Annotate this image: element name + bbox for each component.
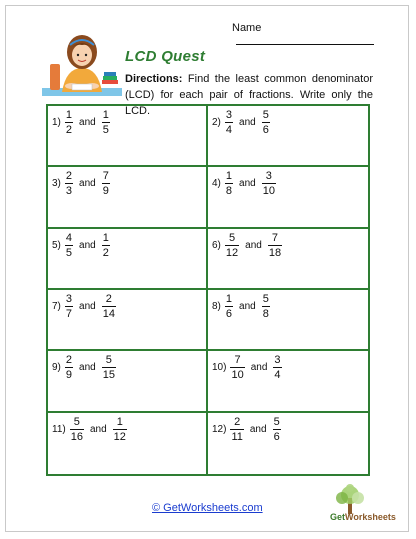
fraction-b <box>273 416 281 443</box>
girl-reading-illustration <box>42 30 122 104</box>
page-title: LCD Quest <box>125 48 206 65</box>
numerator: 3 <box>225 109 233 121</box>
numerator: 5 <box>73 415 80 428</box>
and-word: and <box>79 300 96 312</box>
problem-number: 8) <box>212 300 221 312</box>
denominator: 9 <box>65 369 73 382</box>
problem-number: 6) <box>212 239 221 251</box>
numerator: 7 <box>102 170 109 183</box>
problem <box>52 416 128 443</box>
denominator: 3 <box>65 185 73 198</box>
fraction-a <box>70 416 84 443</box>
fraction-a <box>225 293 233 320</box>
logo-worksheets: Worksheets <box>345 512 396 522</box>
numerator: 1 <box>225 170 233 183</box>
fraction-bar <box>102 306 116 307</box>
denominator: 12 <box>225 246 239 259</box>
and-word: and <box>239 178 256 190</box>
denominator: 2 <box>102 246 109 259</box>
denominator: 10 <box>262 185 275 198</box>
problem-cell[interactable] <box>48 106 208 167</box>
denominator: 9 <box>102 185 109 198</box>
and-word: and <box>89 423 107 435</box>
numerator: 5 <box>262 292 269 305</box>
fraction-b <box>268 232 282 259</box>
fraction-b <box>262 293 270 320</box>
fraction-b <box>102 293 116 320</box>
problem <box>52 232 111 259</box>
and-word: and <box>239 300 256 312</box>
numerator: 1 <box>102 109 109 121</box>
fraction-b <box>102 170 110 197</box>
fraction-b <box>102 354 116 381</box>
numerator: 5 <box>262 109 269 121</box>
fraction-b <box>102 109 110 136</box>
numerator: 1 <box>102 231 109 244</box>
numerator: 2 <box>105 292 112 305</box>
denominator: 8 <box>262 307 269 320</box>
fraction-bar <box>65 306 73 307</box>
problem <box>52 109 111 136</box>
problem-cell[interactable] <box>48 229 208 290</box>
denominator: 6 <box>225 307 233 320</box>
denominator: 8 <box>225 185 233 198</box>
numerator: 2 <box>234 415 241 428</box>
problem <box>212 354 283 381</box>
numerator: 2 <box>65 170 73 183</box>
fraction-bar <box>65 122 73 123</box>
and-word: and <box>79 117 96 128</box>
problem-number: 3) <box>52 178 61 190</box>
problem-grid <box>46 104 370 476</box>
denominator: 10 <box>231 369 244 382</box>
fraction-bar <box>102 122 110 123</box>
problem-number: 10) <box>212 362 227 374</box>
denominator: 4 <box>274 369 281 382</box>
problem <box>212 293 271 320</box>
fraction-b <box>262 109 270 136</box>
problem-number: 7) <box>52 300 61 312</box>
fraction-b <box>262 170 276 197</box>
problem-cell[interactable] <box>48 351 208 412</box>
fraction-b <box>113 416 127 443</box>
fraction-bar <box>262 183 276 184</box>
denominator: 16 <box>70 430 83 443</box>
fraction-bar <box>225 245 239 246</box>
problem <box>212 109 271 136</box>
numerator: 7 <box>271 231 279 244</box>
numerator: 3 <box>265 170 272 183</box>
problem-number: 2) <box>212 117 221 128</box>
problem-cell[interactable] <box>48 413 208 474</box>
fraction-a <box>230 416 243 443</box>
fraction-a <box>225 232 239 259</box>
directions-label: Directions: <box>125 73 183 85</box>
getworksheets-link[interactable]: © GetWorksheets.com <box>152 502 263 514</box>
numerator: 7 <box>234 354 241 367</box>
fraction-bar <box>225 122 233 123</box>
problem-number: 4) <box>212 178 221 190</box>
problem-cell[interactable] <box>208 290 368 351</box>
fraction-bar <box>70 429 84 430</box>
numerator: 3 <box>65 292 73 305</box>
numerator: 4 <box>65 231 73 244</box>
denominator: 12 <box>113 430 126 443</box>
numerator: 5 <box>273 415 280 428</box>
denominator: 11 <box>231 430 243 443</box>
fraction-a <box>65 232 73 259</box>
problem <box>212 416 282 443</box>
denominator: 18 <box>268 246 282 259</box>
fraction-bar <box>225 183 233 184</box>
problem-cell[interactable] <box>48 290 208 351</box>
and-word: and <box>79 362 96 374</box>
fraction-bar <box>65 367 73 368</box>
denominator: 7 <box>65 307 73 320</box>
fraction-a <box>65 170 73 197</box>
denominator: 5 <box>65 246 73 259</box>
fraction-bar <box>273 429 281 430</box>
fraction-a <box>225 109 233 136</box>
denominator: 2 <box>65 124 73 136</box>
numerator: 1 <box>65 109 73 121</box>
fraction-bar <box>273 367 281 368</box>
denominator: 6 <box>262 124 269 136</box>
fraction-b <box>273 354 281 381</box>
name-field[interactable] <box>232 22 392 48</box>
and-word: and <box>250 362 268 374</box>
name-line[interactable] <box>236 34 374 45</box>
problem <box>212 170 277 197</box>
fraction-a <box>65 109 73 136</box>
denominator: 6 <box>273 430 280 443</box>
logo-text <box>330 512 396 522</box>
fraction-bar <box>230 367 244 368</box>
denominator: 15 <box>102 369 115 382</box>
fraction-bar <box>65 183 73 184</box>
and-word: and <box>79 178 96 190</box>
problem-cell[interactable] <box>208 229 368 290</box>
and-word: and <box>245 239 262 251</box>
fraction-a <box>225 170 233 197</box>
numerator: 1 <box>225 292 233 305</box>
and-word: and <box>79 239 96 251</box>
directions-text: Find the least common denominator (LCD) for each pair of fractions. Write only the LCD. <box>125 73 373 117</box>
fraction-bar <box>65 245 73 246</box>
fraction-a <box>65 354 73 381</box>
fraction-bar <box>262 306 270 307</box>
numerator: 5 <box>105 354 112 367</box>
problem-number: 1) <box>52 117 61 128</box>
and-word: and <box>239 117 256 128</box>
numerator: 1 <box>116 415 123 428</box>
denominator: 14 <box>102 307 115 320</box>
problem-number: 12) <box>212 423 227 435</box>
numerator: 5 <box>228 231 236 244</box>
problem-cell[interactable] <box>208 413 368 474</box>
fraction-bar <box>113 429 127 430</box>
fraction-bar <box>102 367 116 368</box>
numerator: 2 <box>65 354 73 367</box>
numerator: 3 <box>274 354 281 367</box>
problem-cell[interactable] <box>208 167 368 228</box>
problem-number: 5) <box>52 239 61 251</box>
and-word: and <box>249 423 267 435</box>
fraction-a <box>65 293 73 320</box>
fraction-a <box>230 354 244 381</box>
problem-number: 9) <box>52 362 61 374</box>
name-label: Name <box>232 22 262 34</box>
problem <box>212 232 283 259</box>
problem <box>52 170 111 197</box>
denominator: 5 <box>102 124 109 136</box>
fraction-bar <box>102 183 110 184</box>
fraction-bar <box>268 245 282 246</box>
problem-number: 11) <box>52 423 66 435</box>
fraction-bar <box>230 429 243 430</box>
problem-cell[interactable] <box>208 106 368 167</box>
fraction-bar <box>225 306 233 307</box>
problem <box>52 354 117 381</box>
fraction-bar <box>262 122 270 123</box>
problem-cell[interactable] <box>48 167 208 228</box>
denominator: 4 <box>225 124 233 136</box>
problem <box>52 293 117 320</box>
fraction-b <box>102 232 110 259</box>
logo-get: Get <box>330 512 346 522</box>
fraction-bar <box>102 245 110 246</box>
problem-cell[interactable] <box>208 351 368 412</box>
